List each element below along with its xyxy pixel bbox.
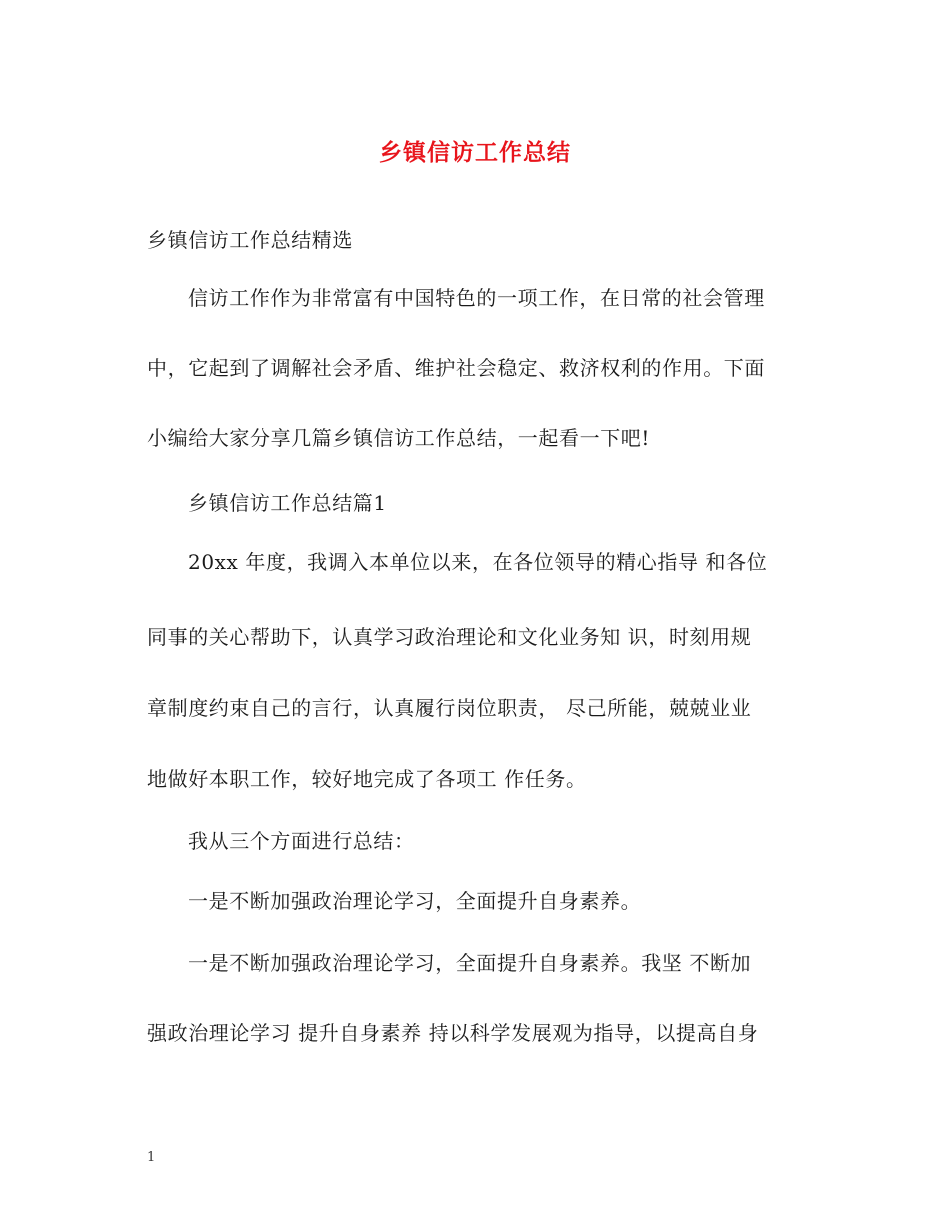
page-number: 1 xyxy=(147,1150,156,1165)
paragraph-line: 同事的关心帮助下，认真学习政治理论和文化业务知 识，时刻用规 xyxy=(147,625,752,649)
paragraph-line: 小编给大家分享几篇乡镇信访工作总结，一起看一下吧! xyxy=(147,426,651,450)
section-heading: 乡镇信访工作总结篇1 xyxy=(188,491,387,515)
paragraph-line: 一是不断加强政治理论学习，全面提升自身素养。 xyxy=(188,889,642,913)
paragraph-line: 我从三个方面进行总结： xyxy=(188,829,415,853)
paragraph-line: 信访工作作为非常富有中国特色的一项工作，在日常的社会管理 xyxy=(188,286,765,310)
paragraph-line: 强政治理论学习 提升自身素养 持以科学发展观为指导，以提高自身 xyxy=(147,1021,759,1045)
document-title: 乡镇信访工作总结 xyxy=(379,140,571,166)
paragraph-line: 20xx 年度，我调入本单位以来，在各位领导的精心指导 和各位 xyxy=(188,550,768,574)
paragraph-line: 章制度约束自己的言行，认真履行岗位职责， 尽己所能，兢兢业业 xyxy=(147,696,752,720)
paragraph-line: 中，它起到了调解社会矛盾、维护社会稳定、救济权利的作用。下面 xyxy=(147,356,765,380)
document-subtitle: 乡镇信访工作总结精选 xyxy=(147,228,353,252)
paragraph-line: 地做好本职工作，较好地完成了各项工 作任务。 xyxy=(147,767,587,791)
paragraph-line: 一是不断加强政治理论学习，全面提升自身素养。我坚 不断加 xyxy=(188,951,752,975)
